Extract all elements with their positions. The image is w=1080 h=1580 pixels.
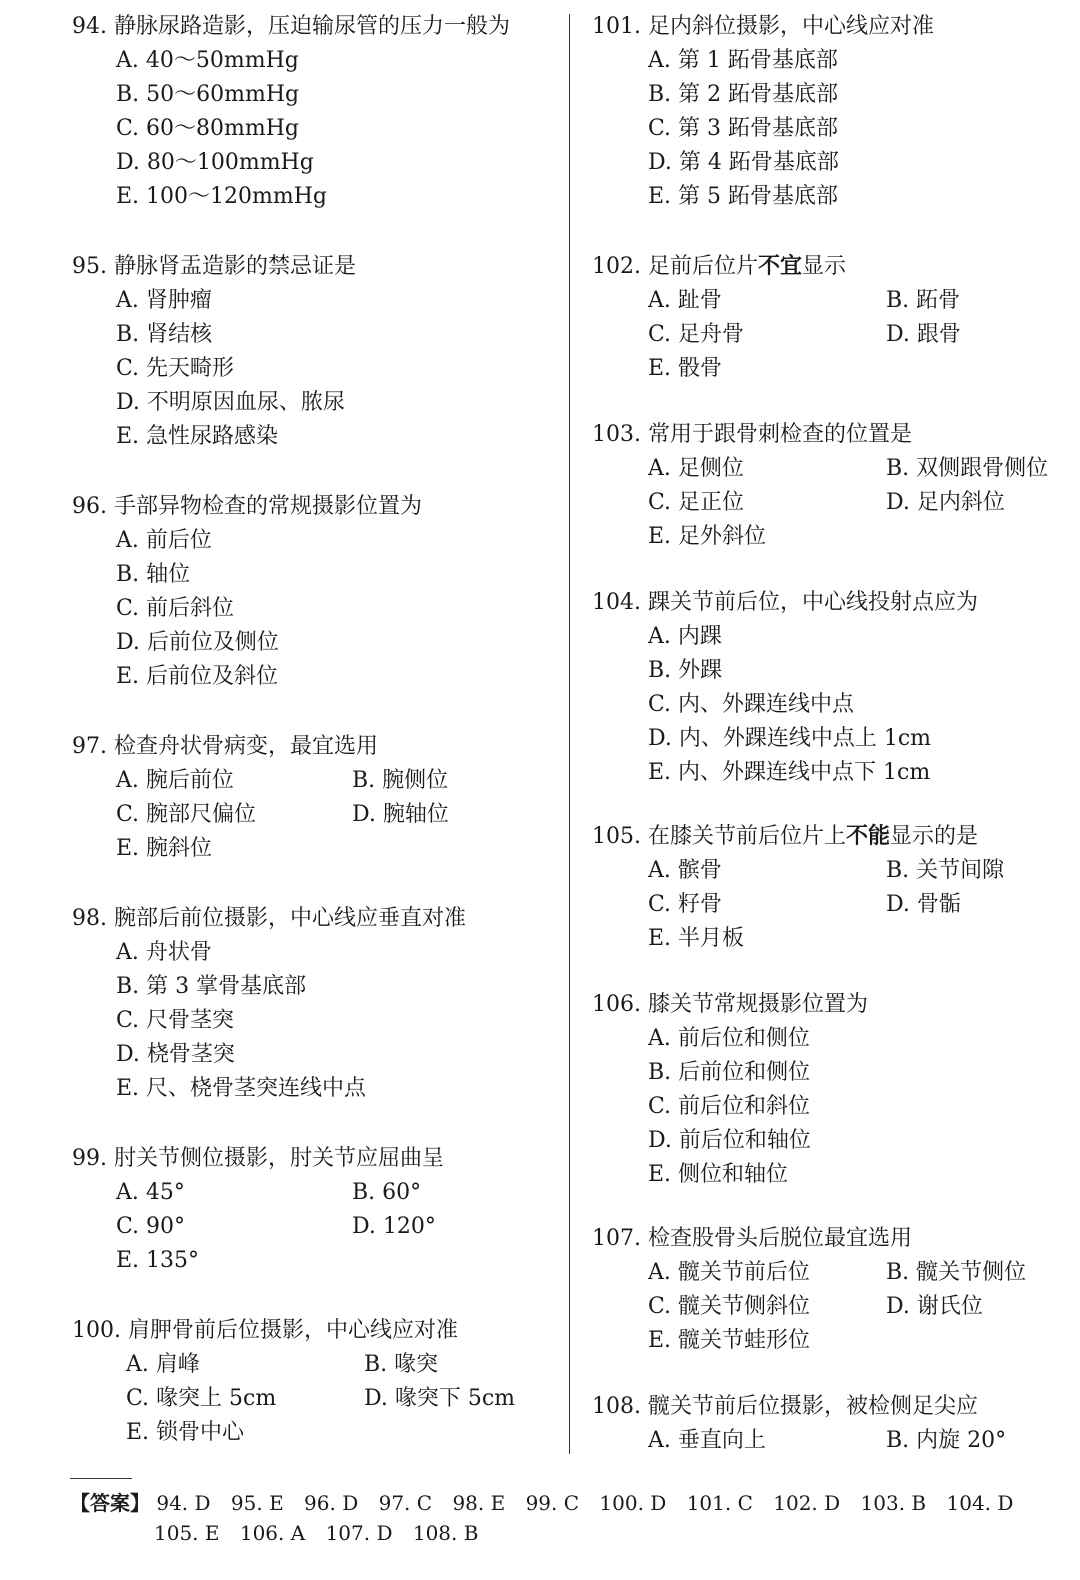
question-96 [72,490,552,730]
option-c[interactable]: C. 内、外踝连线中点 [648,692,855,717]
option-a[interactable]: A. 前后位和侧位 [648,1026,810,1051]
option-a[interactable]: A. 髌骨 [648,858,722,883]
option-a[interactable]: A. 足侧位 [648,456,744,481]
question-stem: 98. 腕部后前位摄影，中心线应垂直对准 [72,906,467,931]
option-b[interactable]: B. 外踝 [648,658,723,683]
question-stem: 102. 足前后位片不宜显示 [592,254,847,279]
option-b[interactable]: B. 后前位和侧位 [648,1060,811,1085]
option-a[interactable]: A. 髋关节前后位 [648,1260,810,1285]
option-e[interactable]: E. 侧位和轴位 [648,1162,789,1187]
option-d[interactable]: D. 后前位及侧位 [116,630,279,655]
option-a[interactable]: A. 内踝 [648,624,722,649]
question-stem: 104. 踝关节前后位，中心线投射点应为 [592,590,978,615]
option-b[interactable]: B. 第 3 掌骨基底部 [116,974,307,999]
answer-item: 99. C [525,1491,580,1515]
option-d[interactable]: D. 不明原因血尿、脓尿 [116,390,345,415]
option-c[interactable]: C. 60～80mmHg [116,116,300,141]
option-d[interactable]: D. 跟骨 [886,322,961,347]
answer-key [70,1488,1070,1548]
option-d[interactable]: D. 腕轴位 [352,802,449,827]
option-b[interactable]: B. 髋关节侧位 [886,1260,1027,1285]
option-a[interactable]: A. 45° [116,1180,185,1205]
answer-item: 100. D [599,1491,667,1515]
option-e[interactable]: E. 尺、桡骨茎突连线中点 [116,1076,367,1101]
question-108 [592,1390,1072,1458]
question-stem: 108. 髋关节前后位摄影，被检侧足尖应 [592,1394,978,1419]
question-stem: 101. 足内斜位摄影，中心线应对准 [592,14,934,39]
option-d[interactable]: D. 前后位和轴位 [648,1128,811,1153]
option-c[interactable]: C. 籽骨 [648,892,723,917]
question-98 [72,902,552,1142]
option-b[interactable]: B. 50～60mmHg [116,82,300,107]
option-b[interactable]: B. 双侧跟骨侧位 [886,456,1049,481]
answer-item: 102. D [773,1491,841,1515]
answer-item: 104. D [946,1491,1014,1515]
option-e[interactable]: E. 135° [116,1248,200,1273]
option-c[interactable]: C. 第 3 跖骨基底部 [648,116,839,141]
question-100 [72,1314,552,1454]
question-99 [72,1142,552,1314]
answer-item: 95. E [230,1491,284,1515]
question-stem: 107. 检查股骨头后脱位最宜选用 [592,1226,912,1251]
question-stem: 105. 在膝关节前后位片上不能显示的是 [592,824,979,849]
answer-item: 97. C [378,1491,433,1515]
option-d[interactable]: D. 桡骨茎突 [116,1042,235,1067]
answer-item: 106. A [239,1521,306,1545]
option-e[interactable]: E. 骰骨 [648,356,723,381]
answer-item: 101. C [686,1491,753,1515]
option-a[interactable]: A. 前后位 [116,528,212,553]
option-a[interactable]: A. 第 1 跖骨基底部 [648,48,838,73]
question-102 [592,250,1072,418]
option-b[interactable]: B. 关节间隙 [886,858,1005,883]
option-a[interactable]: A. 垂直向上 [648,1428,766,1453]
option-a[interactable]: A. 肩峰 [126,1352,200,1377]
option-d[interactable]: D. 喙突下 5cm [364,1386,516,1411]
question-97 [72,730,552,902]
option-e[interactable]: E. 半月板 [648,926,745,951]
option-a[interactable]: A. 肾肿瘤 [116,288,212,313]
question-stem: 94. 静脉尿路造影，压迫输尿管的压力一般为 [72,14,511,39]
question-stem: 99. 肘关节侧位摄影，肘关节应屈曲呈 [72,1146,445,1171]
question-104 [592,586,1072,820]
option-a[interactable]: A. 舟状骨 [116,940,212,965]
option-e[interactable]: E. 腕斜位 [116,836,213,861]
question-103 [592,418,1072,586]
question-stem: 100. 肩胛骨前后位摄影，中心线应对准 [72,1318,458,1343]
option-b[interactable]: B. 肾结核 [116,322,213,347]
answer-item: 103. B [860,1491,927,1515]
left-column [72,10,552,1454]
option-e[interactable]: E. 第 5 跖骨基底部 [648,184,839,209]
option-d[interactable]: D. 120° [352,1214,436,1239]
option-c[interactable]: C. 先天畸形 [116,356,235,381]
question-105 [592,820,1072,988]
answer-item: 94. D [156,1491,211,1515]
option-c[interactable]: C. 前后斜位 [116,596,235,621]
answer-label: 【答案】 [70,1491,150,1515]
option-d[interactable]: D. 足内斜位 [886,490,1005,515]
question-94 [72,10,552,250]
option-c[interactable]: C. 90° [116,1214,186,1239]
question-stem: 96. 手部异物检查的常规摄影位置为 [72,494,423,519]
option-c[interactable]: C. 腕部尺偏位 [116,802,257,827]
answer-rule [70,1478,132,1479]
answer-item: 96. D [304,1491,359,1515]
option-c[interactable]: C. 前后位和斜位 [648,1094,811,1119]
option-d[interactable]: D. 骨骺 [886,892,961,917]
option-b[interactable]: B. 第 2 跖骨基底部 [648,82,839,107]
question-101 [592,10,1072,250]
option-e[interactable]: E. 急性尿路感染 [116,424,279,449]
option-d[interactable]: D. 80～100mmHg [116,150,314,175]
option-e[interactable]: E. 后前位及斜位 [116,664,279,689]
option-c[interactable]: C. 尺骨茎突 [116,1008,235,1033]
answer-item: 105. E [154,1521,220,1545]
question-stem: 95. 静脉肾盂造影的禁忌证是 [72,254,357,279]
answer-row-2 [70,1518,1070,1548]
answer-item: 107. D [325,1521,393,1545]
option-d[interactable]: D. 谢氏位 [886,1294,983,1319]
option-e[interactable]: E. 100～120mmHg [116,184,328,209]
option-a[interactable]: A. 40～50mmHg [116,48,299,73]
right-column [592,10,1072,1458]
option-e[interactable]: E. 内、外踝连线中点下 1cm [648,760,931,785]
option-c[interactable]: C. 喙突上 5cm [126,1386,277,1411]
answer-row-1 [70,1488,1070,1518]
option-b[interactable]: B. 腕侧位 [352,768,449,793]
option-a[interactable]: A. 腕后前位 [116,768,234,793]
question-stem: 97. 检查舟状骨病变，最宜选用 [72,734,379,759]
question-stem: 103. 常用于跟骨刺检查的位置是 [592,422,912,447]
question-106 [592,988,1072,1222]
question-95 [72,250,552,490]
option-c[interactable]: C. 足舟骨 [648,322,745,347]
question-107 [592,1222,1072,1390]
option-b[interactable]: B. 跖骨 [886,288,961,313]
option-e[interactable]: E. 锁骨中心 [126,1420,245,1445]
answer-item: 108. B [412,1521,479,1545]
option-d[interactable]: D. 内、外踝连线中点上 1cm [648,726,932,751]
column-divider [569,14,570,1454]
option-c[interactable]: C. 足正位 [648,490,745,515]
option-a[interactable]: A. 趾骨 [648,288,722,313]
option-e[interactable]: E. 髋关节蛙形位 [648,1328,811,1353]
answer-item: 98. E [452,1491,506,1515]
option-e[interactable]: E. 足外斜位 [648,524,767,549]
option-b[interactable]: B. 喙突 [364,1352,439,1377]
option-d[interactable]: D. 第 4 跖骨基底部 [648,150,839,175]
option-c[interactable]: C. 髋关节侧斜位 [648,1294,811,1319]
question-stem: 106. 膝关节常规摄影位置为 [592,992,868,1017]
option-b[interactable]: B. 轴位 [116,562,191,587]
option-b[interactable]: B. 60° [352,1180,422,1205]
option-b[interactable]: B. 内旋 20° [886,1428,1007,1453]
